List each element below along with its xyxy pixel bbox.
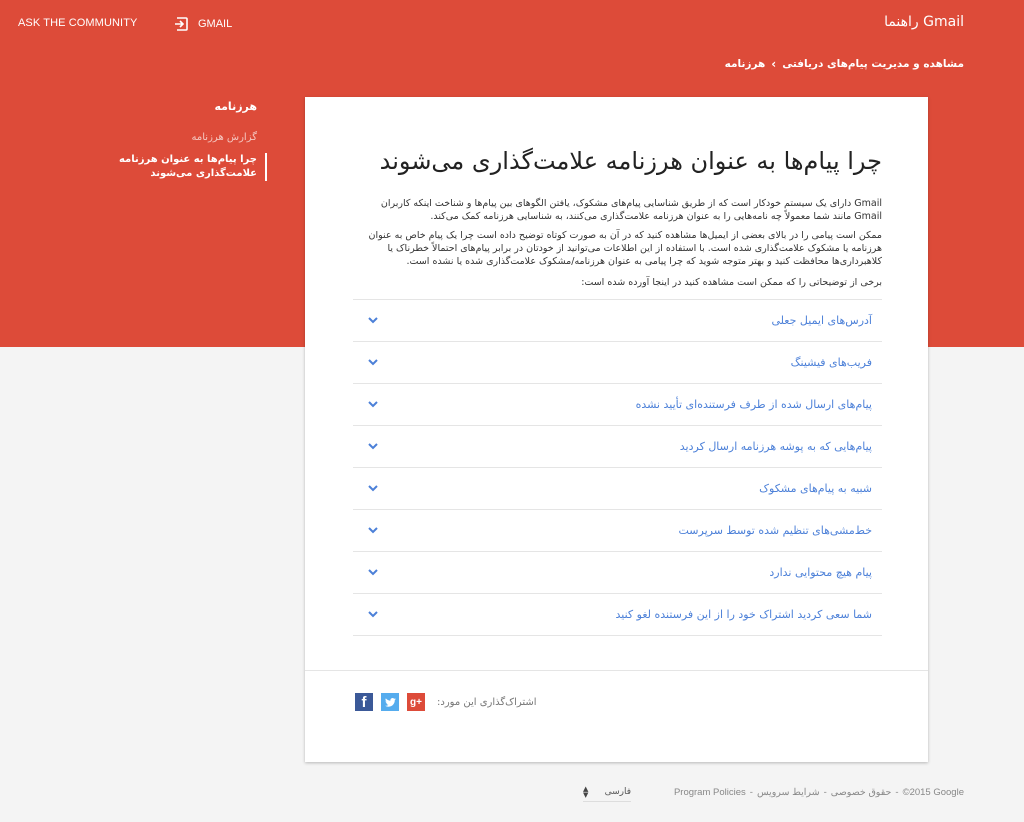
- chevron-down-icon: [368, 443, 378, 450]
- ask-community-link[interactable]: ASK THE COMMUNITY: [18, 17, 138, 29]
- product-title[interactable]: Gmail راهنما: [884, 14, 964, 30]
- card-divider: [305, 670, 928, 671]
- article-title: چرا پیام‌ها به عنوان هرزنامه علامت‌گذاری می‌شوند: [379, 147, 882, 175]
- footer-link-program-policies[interactable]: Program Policies: [673, 787, 746, 798]
- accordion-item-unverified-sender[interactable]: [353, 384, 882, 426]
- accordion-item-empty-message[interactable]: [353, 552, 882, 594]
- accordion-item-label: شما سعی کردید اشتراک خود را از این فرستنده لغو کنید: [615, 608, 872, 621]
- gmail-link-label: GMAIL: [198, 18, 233, 30]
- chevron-down-icon: [368, 527, 378, 534]
- footer-link-terms[interactable]: شرایط سرویس: [756, 787, 820, 798]
- share-label: اشتراک‌گذاری این مورد:: [437, 696, 537, 708]
- breadcrumb-chevron-icon: ›: [771, 57, 777, 71]
- side-nav-item-report-spam[interactable]: گزارش هرزنامه: [191, 132, 257, 143]
- accordion-item-label: پیام‌های ارسال شده از طرف فرستنده‌ای تأیید نشده: [635, 398, 872, 411]
- accordion-item-admin-policies[interactable]: [353, 510, 882, 552]
- accordion-item-label: آدرس‌های ایمیل جعلی: [771, 314, 872, 327]
- accordion-item-similar-suspicious[interactable]: [353, 468, 882, 510]
- top-bar: [0, 0, 1024, 50]
- accordion-item-label: خط‌مشی‌های تنظیم شده توسط سرپرست: [678, 524, 872, 537]
- article: [353, 97, 882, 636]
- accordion-item-phishing[interactable]: [353, 342, 882, 384]
- breadcrumb-item-spam[interactable]: هرزنامه: [724, 58, 766, 70]
- article-paragraph: برخی از توضیحاتی را که ممکن است مشاهده کنید در اینجا آورده شده است:: [581, 277, 882, 288]
- chevron-down-icon: [368, 359, 378, 366]
- share-row: [355, 692, 537, 712]
- article-paragraph: ممکن است پیامی را در بالای بعضی از ایمیل‌ها مشاهده کنید که در آن به صورت کوتاه توضیح داده است چرا یک پیام خاص به عنوان هرزنامه یا مشکوک علامت‌گذاری شده است. با استفاده از این اطلاعات می‌توانید از خودتان در برابر پیام‌های احتمالاً خطرناک یا کلاهبرداری‌ها محافظت کنید و بهتر متوجه شوید که چرا پیامی به عنوان هرزنامه/مشکوک علامت‌گذاری شده یا نشده است.: [368, 230, 882, 267]
- accordion-item-label: فریب‌های فیشینگ: [790, 356, 872, 369]
- footer-links: [674, 787, 964, 798]
- side-nav-item-why-spam[interactable]: چرا پیام‌ها به عنوان هرزنامه علامت‌گذاری می‌شوند: [60, 153, 267, 181]
- footer-copyright: ©2015 Google: [902, 787, 964, 798]
- accordion-item-label: پیام هیچ محتوایی ندارد: [769, 566, 872, 579]
- chevron-down-icon: [368, 611, 378, 618]
- chevron-down-icon: [368, 569, 378, 576]
- footer-link-privacy[interactable]: حقوق خصوصی: [830, 787, 892, 798]
- article-paragraph: Gmail دارای یک سیستم خودکار است که از طریق شناسایی پیام‌های مشکوک، یافتن الگوهای بین پیام‌ها و شناخت اینکه کاربران Gmail مانند شما معمولاً چه نامه‌هایی را به عنوان هرزنامه علامت‌گذاری می‌کنند، به شناسایی هرزنامه کمک می‌کند.: [380, 198, 882, 222]
- select-arrows-icon: ▲ ▼: [583, 785, 589, 799]
- breadcrumb-item-inbox[interactable]: مشاهده و مدیریت پیام‌های دریافتی: [782, 58, 964, 70]
- language-select-value: فارسی: [604, 787, 631, 797]
- breadcrumb: [725, 58, 964, 70]
- sign-in-icon: [174, 17, 188, 31]
- gmail-link[interactable]: [174, 14, 232, 34]
- language-select[interactable]: [583, 783, 631, 802]
- facebook-share-icon[interactable]: f: [355, 693, 373, 711]
- accordion-item-fake-addresses[interactable]: [353, 300, 882, 342]
- explanations-accordion: [353, 299, 882, 636]
- side-nav-title: هرزنامه: [214, 100, 257, 113]
- footer-separator: -: [895, 787, 899, 798]
- article-card: [305, 97, 928, 762]
- accordion-item-unsubscribe[interactable]: [353, 594, 882, 636]
- google-plus-share-icon[interactable]: g+: [407, 693, 425, 711]
- chevron-down-icon: [368, 485, 378, 492]
- twitter-share-icon[interactable]: [381, 693, 399, 711]
- accordion-item-label: شبیه به پیام‌های مشکوک: [759, 482, 872, 495]
- chevron-down-icon: [368, 317, 378, 324]
- chevron-down-icon: [368, 401, 378, 408]
- accordion-item-label: پیام‌هایی که به پوشه هرزنامه ارسال کردید: [679, 440, 872, 453]
- footer-separator: -: [749, 787, 753, 798]
- footer-separator: -: [823, 787, 827, 798]
- side-nav: [60, 100, 257, 181]
- accordion-item-sent-to-spam[interactable]: [353, 426, 882, 468]
